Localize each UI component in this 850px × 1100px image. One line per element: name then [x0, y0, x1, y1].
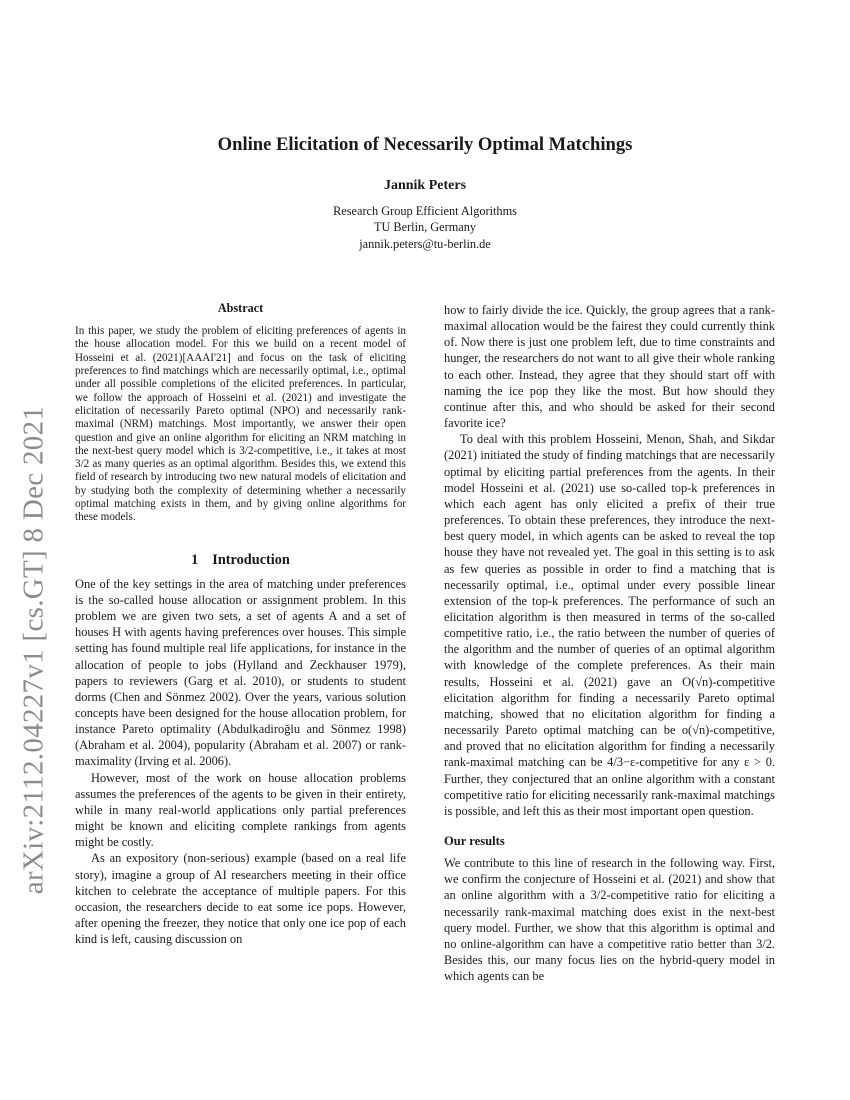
intro-paragraph-1: One of the key settings in the area of matching under preferences is the so-called house allocation or assignment problem. In this problem we are given two sets, a set of agents A and a set of houses H with agents having preferences over houses. This simple setting has found multiple real life applications, for instance in the allocation of people to jobs (Hylland and Zeckhauser 1979), papers to reviewers (Garg et al. 2010), or students to student dorms (Chen and Sönmez 2002). Over the years, various solution concepts have been designed for the house allocation problem, for instance Pareto optimality (Abdulkadiroğlu and Sönmez 1998) (Abraham et al. 2004), popularity (Abraham et al. 2007) or rank-maximality (Irving et al. 2006).	[75, 576, 406, 769]
results-paragraph: We contribute to this line of research in the following way. First, we confirm the conjecture of Hosseini et al. (2021) and show that an online algorithm with a 3/2-competitive ratio for eliciting a necessarily rank-maximal matching does exist in the next-best query model. Further, we show that this algorithm is optimal and no online-algorithm can have a competitive ratio better than 3/2. Besides this, our many focus lies on the hybrid-query model in which agents can be	[444, 856, 775, 984]
section-number: 1	[191, 551, 199, 568]
affiliation-group: Research Group Efficient Algorithms	[333, 204, 517, 218]
section-title: Introduction	[212, 551, 290, 568]
intro-paragraph-4: To deal with this problem Hosseini, Menon, Shah, and Sikdar (2021) initiated the study of finding matchings that are necessarily optimal by eliciting partial preferences from the agents. In their model Hosseini et al. (2021) use so-called top-k preferences in which each agent has only elicited a prefix of their true preferences. To obtain these preferences, they introduce the next-best query model, in which agents can be asked to reveal the top house they have not revealed yet. The goal in this setting is to ask as few queries as possible in order to find a matching that is necessarily optimal, i.e., optimal under every possible linear extension of the top-k preferences. The performance of such an elicitation algorithm is then measured in terms of the so-called competitive ratio, i.e., the ratio between the number of queries of the algorithm and the number of queries of an optimal algorithm with knowledge of the complete preferences. As their main results, Hosseini et al. (2021) gave an O(√n)-competitive elicitation algorithm for finding a necessarily Pareto optimal matching, showed that no elicitation algorithm for finding a necessarily Pareto optimal matching can be o(√n)-competitive, and proved that no elicitation algorithm for finding a necessarily rank-maximal matching can be 4/3−ε-competitive for any ε > 0. Further, they conjectured that an online algorithm with a constant competitive ratio for eliciting necessarily rank-maximal matchings is possible, and left this as their most important open question.	[444, 432, 775, 818]
affiliation-block	[0, 203, 850, 252]
intro-paragraph-3: As an expository (non-serious) example (based on a real life story), imagine a group of AI researchers meeting in their office kitchen to celebrate the acceptance of multiple papers. For this occasion, the researchers decide to eat some ice pops. However, after opening the freezer, they notice that only one ice pop of each kind is left, causing discussion on	[75, 851, 406, 947]
affiliation-institution: TU Berlin, Germany	[373, 220, 477, 235]
arxiv-identifier: arXiv:2112.04227v1 [cs.GT] 8 Dec 2021	[17, 405, 50, 895]
author-name: Jannik Peters	[383, 178, 467, 193]
intro-paragraph-2: However, most of the work on house allocation problems assumes the preferences of the agents to be given in their entirety, while in many real-world applications only partial preferences might be known and eliciting complete rankings from agents might be costly.	[75, 770, 406, 850]
section-heading	[75, 552, 406, 568]
left-column	[75, 300, 406, 947]
author-email: jannik.peters@tu-berlin.de	[359, 236, 491, 251]
abstract-text: In this paper, we study the problem of eliciting preferences of agents in the house allocation model. For this we build on a recent model of Hosseini et al. (2021)[AAAI'21] and focus on the task of eliciting preferences to find matchings which are necessarily optimal, i.e., optimal under all possible completions of the elicited preferences. In particular, we follow the approach of Hosseini et al. (2021) and investigate the elicitation of necessarily Pareto optimal (NPO) and necessarily rank-maximal (NRM) matchings. Most importantly, we answer their open question and give an online algorithm for eliciting an NRM matching in the next-best query model which is 3/2-competitive, i.e., it takes at most 3/2 as many queries as an optimal algorithm. Besides this, we extend this field of research by introducing two new natural models of elicitation and by studying both the complexity of determining whether a necessarily optimal matching exists in them, and by giving online algorithms for these models.	[75, 325, 406, 524]
right-column	[444, 302, 775, 984]
abstract-heading: Abstract	[217, 301, 264, 315]
intro-paragraph-3-continued: how to fairly divide the ice. Quickly, the group agrees that a rank-maximal allocation would be the fairest they could currently think of. Now there is just one problem left, due to time constraints and hunger, the researchers do not want to all give their whole ranking to each other. Instead, they agree that they should start off with naming the ice pop they like the most. But how should they continue after this, and who should be asked for their second favorite ice?	[444, 303, 775, 431]
subsection-heading: Our results	[444, 834, 505, 848]
paper-title: Online Elicitation of Necessarily Optimal Matchings	[217, 134, 633, 155]
